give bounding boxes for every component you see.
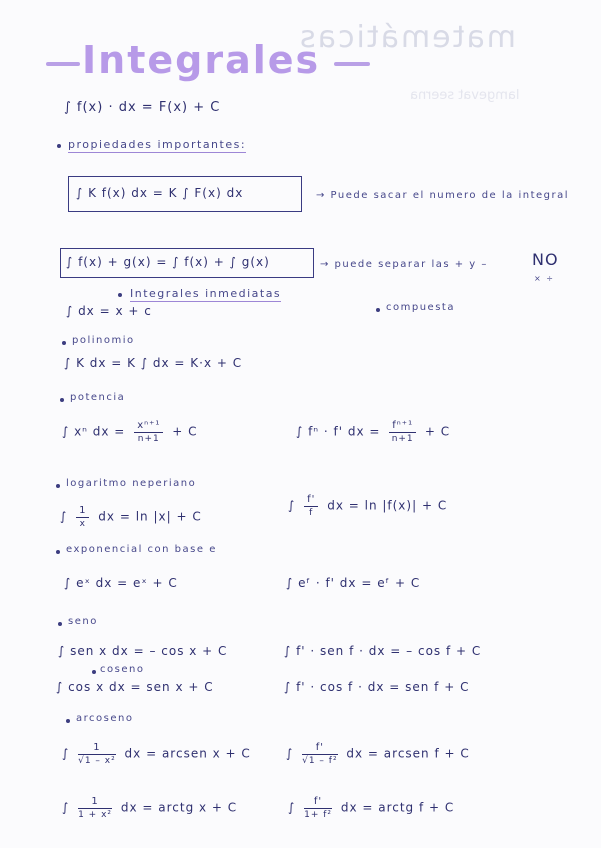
arcsin-left-formula: ∫ $\frac{1}{\text{√1 – x²}}$ dx = arcsen x + C: [62, 742, 251, 766]
cos-right-formula: ∫ f' · cos f · dx = sen f + C: [284, 680, 470, 694]
power-right-formula: ∫ fⁿ · f' dx = $\frac{\text{fⁿ⁺¹}}{n+1}$ + C: [296, 420, 451, 444]
page-title-block: [44, 36, 374, 88]
polynomial-formula: ∫ K dx = K ∫ dx = K·x + C: [64, 356, 243, 370]
arcsin-right-formula: ∫ $\frac{f'}{\text{√1 – f²}}$ dx = arcsen f + C: [286, 742, 470, 766]
polynomial-label: polinomio: [72, 335, 135, 346]
property-2-note: → puede separar las + y –: [320, 259, 488, 270]
compound-label: compuesta: [386, 302, 455, 313]
sin-label: seno: [68, 616, 98, 627]
sin-right-formula: ∫ f' · sen f · dx = – cos f + C: [284, 644, 482, 658]
bullet: [56, 484, 60, 488]
cos-left-formula: ∫ cos x dx = sen x + C: [56, 680, 214, 694]
bullet: [92, 670, 96, 674]
bullet: [62, 341, 66, 345]
bullet: [118, 293, 122, 297]
title-right-line: [334, 62, 370, 66]
bullet: [58, 622, 62, 626]
power-left-formula: ∫ xⁿ dx = $\frac{\text{xⁿ⁺¹}}{n+1}$ + C: [62, 420, 198, 444]
sin-left-formula: ∫ sen x dx = – cos x + C: [58, 644, 228, 658]
bleed-through-line: lamgevat seerna: [410, 88, 520, 103]
property-2-no: NO: [532, 250, 559, 269]
bullet: [56, 550, 60, 554]
bullet: [376, 308, 380, 312]
log-left-formula: ∫ $\frac{1}{x}$ dx = ln |x| + C: [60, 505, 202, 529]
arcsin-label: arcoseno: [76, 713, 134, 724]
title-left-line: [46, 62, 80, 66]
property-2-no-sub: × ÷: [534, 274, 555, 283]
bullet: [57, 144, 61, 148]
bullet: [60, 398, 64, 402]
cos-label: coseno: [100, 664, 145, 675]
property-2-formula: ∫ f(x) + g(x) = ∫ f(x) + ∫ g(x): [66, 255, 270, 269]
power-label: potencia: [70, 392, 126, 403]
arctan-right-formula: ∫ $\frac{f'}{\text{1+ f²}}$ dx = arctg f + C: [288, 796, 455, 820]
definition-formula: ∫ f(x) · dx = F(x) + C: [64, 100, 221, 115]
exp-left-formula: ∫ eˣ dx = eˣ + C: [64, 576, 178, 590]
arctan-left-formula: ∫ $\frac{1}{\text{1 + x²}}$ dx = arctg x + C: [62, 796, 238, 820]
exp-right-formula: ∫ eᶠ · f' dx = eᶠ + C: [286, 576, 421, 590]
exp-label: exponencial con base e: [66, 544, 217, 555]
bleed-through-title: matemáticas: [298, 20, 517, 55]
bullet: [66, 719, 70, 723]
section-properties-heading: propiedades importantes:: [68, 138, 247, 151]
page-title: Integrales: [82, 38, 321, 82]
log-right-formula: ∫ $\frac{f'}{f}$ dx = ln |f(x)| + C: [288, 494, 448, 518]
property-1-note: → Puede sacar el numero de la integral: [316, 190, 570, 201]
immediate-integrals-heading: Integrales inmediatas: [130, 287, 282, 300]
dx-formula: ∫ dx = x + c: [66, 304, 152, 318]
property-1-formula: ∫ K f(x) dx = K ∫ F(x) dx: [76, 186, 244, 200]
log-label: logaritmo neperiano: [66, 478, 197, 489]
